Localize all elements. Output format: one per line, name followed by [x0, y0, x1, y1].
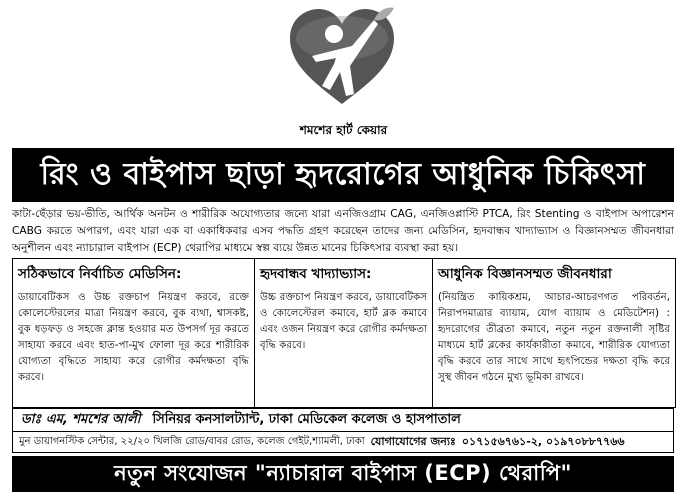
figure-head: [325, 25, 343, 43]
section-body: উচ্চ রক্তচাপ নিয়ন্ত্রণ করবে, ডায়াবেটিকস ও কোলেস্টেরল কমাবে, হার্ট ব্লক কমাবে এবং ওজন নিয়ন্ত্রণ করে রোগীর কর্মদক্ষতা বৃদ্ধি করবে।: [260, 292, 427, 351]
section-body: (নিয়ন্ত্রিত কায়িকশ্রম, আচার-আচরণগত পরিবর্তন, নিরাপদমাত্রার ব্যায়াম, যোগ ব্যায়াম ও মেডিটেশন) : হৃদরোগের তীব্রতা কমাবে, নতুন নতুন রক্তনালী সৃষ্টির মাধ্যমে হার্ট ব্লকের কার্যকারীতা কমাবে, শারীরিক যোগ্যতা বৃদ্ধি করবে তার সাথে সাথে হৃৎপিন্ডের দক্ষতা বৃদ্ধি করে সুস্থ জীবন গঠনে মুখ্য ভূমিকা রাখবে।: [438, 292, 670, 383]
section-lifestyle: [433, 259, 675, 407]
section-diet: [255, 259, 433, 407]
new-service-banner: নতুন সংযোজন "ন্যাচারাল বাইপাস (ECP) থেরাপি": [12, 456, 674, 492]
phone-numbers: ০১৭১৫৬৭৬১-২, ০১৯৭০৮৮৭৭৬৬: [461, 434, 625, 448]
section-title: সঠিকভাবে নির্বাচিত মেডিসিন:: [18, 266, 182, 282]
section-title: আধুনিক বিজ্ঞানসম্মত জীবনধারা: [438, 266, 612, 282]
doctor-designation: সিনিয়র কনসালট্যান্ট, ঢাকা মেডিকেল কলেজ ও হাসপাতাল: [152, 411, 461, 427]
intro-paragraph: কাটা-ছেঁড়ার ভয়-ভীতি, আর্থিক অনটন ও শারীরিক অযোগ্যতার জন্যে যারা এনজিওগ্রাম CAG, এনজিওপ্লাস্টি PTCA, রিং Stenting ও বাইপাস অপারেশন CABG করতে অপারগ, এবং যারা এক বা একাধিকবার এসব পদ্ধতি গ্রহণ করেছেন তাদের জন্য মেডিসিন, হৃদবান্ধব খাদ্যাভ্যাস ও বিজ্ঞানসম্মত জীবনধারা অনুশীলন এবং ন্যাচারাল বাইপাস (ECP) থেরাপির মাধ্যমে স্বল্প ব্যয়ে উন্নত মানের চিকিৎসার ব্যবস্থা করা হয়।: [12, 208, 674, 254]
clinic-address: মুন ডায়াগনস্টিক সেন্টার, ২২/২০ খিলজি রোড/বাবর রোড, কলেজ গেইট,শ্যামলী, ঢাকা: [19, 435, 365, 447]
headline-banner: রিং ও বাইপাস ছাড়া হৃদরোগের আধুনিক চিকিৎসা: [12, 148, 674, 202]
doctor-name: ডাঃ এম, শমশের আলী: [21, 411, 141, 427]
section-medicine: [13, 259, 255, 407]
brand-name: শমশের হার্ট কেয়ার: [299, 123, 388, 137]
section-title: হৃদবান্ধব খাদ্যাভ্যাস:: [260, 266, 372, 282]
section-body: ডায়াবেটিকস ও উচ্চ রক্তচাপ নিয়ন্ত্রণ করবে, রক্তে কোলেস্টেরলের মাত্রা নিয়ন্ত্রণ করবে, বুক ব্যথা, শ্বাসকষ্ট, বুক ধড়ফড় ও সহজে ক্লান্ত হওয়ার মত উপসর্গ দূর করতে সাহায্য করবে এবং হাত-পা-মুখ ফোলা দূর করে শারীরিক যোগ্যতা বৃদ্ধিতে সাহায্য করে রোগীর কর্মদক্ষতা বৃদ্ধি করবে।: [18, 292, 249, 383]
treatment-sections: [12, 258, 676, 408]
heart-care-logo: [282, 6, 402, 106]
doctor-line: [12, 408, 674, 432]
phone-label: যোগাযোগের জন্যঃ: [370, 434, 456, 448]
contact-line: [12, 432, 674, 453]
